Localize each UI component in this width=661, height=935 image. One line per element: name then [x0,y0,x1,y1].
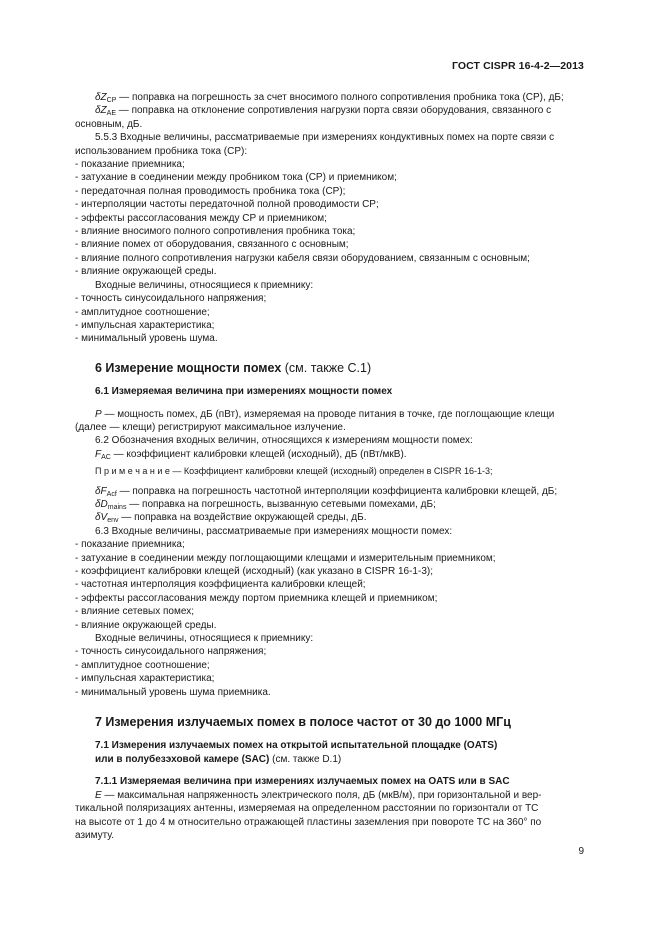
clause-7-1-1-heading: 7.1.1 Измеряемая величина при измерениях излучаемых помех на OATS или в SAC [95,776,510,788]
list-item: - затухание в соединении между пробником тока (CP) и приемником; [75,172,397,184]
subscript: env [107,517,119,525]
def-dzae-cont: основным, дБ. [75,118,143,130]
list-receiver-inputs [75,292,587,346]
list-item: - импульсная характеристика; [75,319,215,331]
def-dvenv [95,511,587,524]
clause-7-1-bold: или в полубезэховой камере (SAC) [95,753,270,765]
section-6-title: 6 Измерение мощности помех [95,360,282,375]
list-power-inputs [75,538,587,632]
receiver-inputs-intro: Входные величины, относящиеся к приемнику: [95,279,314,291]
subscript: mains [107,503,127,511]
list-item: - затухание в соединении между поглощающими клещами и измерительным приемником; [75,552,496,564]
clause-5-5-3-cont: использованием пробника тока (CP): [75,145,248,157]
symbol: δZ [95,105,107,117]
definition-text: — поправка на погрешность, вызванную сетевыми помехами, дБ; [126,498,436,510]
section-7-heading: 7 Измерения излучаемых помех в полосе частот от 30 до 1000 МГц [95,715,511,730]
definition-text: — коэффициент калибровки клещей (исходный), дБ (пВт/мкВ). [110,448,407,460]
def-p-cont: (далее — клещи) регистрируют максимальное излучение. [75,421,346,433]
list-item: - точность синусоидального напряжения; [75,293,267,305]
symbol: P [95,408,102,420]
clause-7-1-ref: (см. также D.1) [269,753,342,765]
def-dzae [95,104,587,117]
list-item: - влияние сетевых помех; [75,606,194,618]
list-item: - частотная интерполяция коэффициента калибровки клещей; [75,579,366,591]
list-item: - влияние окружающей среды. [75,619,217,631]
document-body [75,91,587,842]
list-item: - передаточная полная проводимость пробника тока (CP); [75,185,346,197]
section-6-heading [95,362,587,375]
def-e-line3: на высоте от 1 до 4 м относительно отражающей пластины заземления при повороте ТС на 360° по [75,816,542,828]
list-item: - минимальный уровень шума. [75,333,218,345]
list-item: - амплитудное соотношение; [75,659,210,671]
list-item: - влияние окружающей среды. [75,266,217,278]
list-cp-inputs [75,158,587,279]
clause-6-1-heading: 6.1 Измеряемая величина при измерениях мощности помех [95,386,393,398]
list-item: - точность синусоидального напряжения; [75,646,267,658]
list-receiver-inputs-2 [75,645,587,699]
clause-6-2: 6.2 Обозначения входных величин, относящихся к измерениям мощности помех: [95,435,473,447]
def-dfacf [95,485,587,498]
list-item: - показание приемника; [75,159,185,171]
list-item: - минимальный уровень шума приемника. [75,686,271,698]
definition-text: — мощность помех, дБ (пВт), измеряемая на проводе питания в точке, где поглощающие клещи [101,408,555,420]
clause-6-3: 6.3 Входные величины, рассматриваемые при измерениях мощности помех: [95,525,453,537]
clause-7-1-heading-cont [95,753,587,766]
document-code-header: ГОСТ CISPR 16-4-2—2013 [451,60,584,72]
note-label: П р и м е ч а н и е [95,466,170,477]
definition-text: — поправка на воздействие окружающей среды, дБ. [118,512,367,524]
subscript: AC [101,453,111,461]
def-p [95,408,587,421]
def-dzcp [95,91,587,104]
clause-5-5-3: 5.5.3 Входные величины, рассматриваемые при измерениях кондуктивных помех на порте связи с [95,132,555,144]
symbol: δD [95,498,108,510]
def-e-line2: тикальной поляризациях антенны, измеряемая на определенном расстоянии по горизонтали от ТС [75,803,539,815]
list-item: - влияние помех от оборудования, связанного с основным; [75,239,349,251]
symbol: δZ [95,92,107,103]
definition-text: — поправка на погрешность за счет вносимого полного сопротивления пробника тока (CP), дБ; [116,92,564,103]
clause-7-1-heading: 7.1 Измерения излучаемых помех на открытой испытательной площадке (OATS) [95,740,498,752]
list-item: - интерполяции частоты передаточной полной проводимости CP; [75,199,379,211]
list-item: - коэффициент калибровки клещей (исходный) (как указано в CISPR 16-1-3); [75,566,433,577]
page-number: 9 [578,846,584,857]
def-fac [95,448,587,461]
note [95,465,587,478]
def-ddmains [95,498,587,511]
list-item: - эффекты рассогласования между портом приемника клещей и приемником; [75,592,438,604]
symbol: δV [95,512,108,524]
symbol: δF [95,485,107,497]
definition-text: — поправка на погрешность частотной интерполяции коэффициента калибровки клещей, дБ; [116,485,558,497]
subscript: Acf [106,490,117,498]
definition-text: — поправка на отклонение сопротивления нагрузки порта связи оборудования, связанного с [116,105,552,117]
symbol: E [95,789,102,801]
receiver-inputs-intro: Входные величины, относящиеся к приемнику: [95,633,314,645]
note-text: — Коэффициент калибровки клещей (исходный) определен в CISPR 16-1-3; [169,466,493,477]
def-e [95,789,587,802]
def-e-line4: азимуту. [75,829,115,841]
subscript: CP [106,97,117,104]
list-item: - амплитудное соотношение; [75,306,210,318]
list-item: - влияние полного сопротивления нагрузки кабеля связи оборудованием, связанным с основным; [75,252,530,264]
symbol: F [95,448,102,460]
subscript: AE [106,110,117,118]
definition-text: — максимальная напряженность электрического поля, дБ (мкВ/м), при горизонтальной и вер- [101,789,542,801]
list-item: - влияние вносимого полного сопротивления пробника тока; [75,226,356,238]
list-item: - эффекты рассогласования между CP и приемником; [75,212,327,224]
list-item: - импульсная характеристика; [75,673,215,685]
list-item: - показание приемника; [75,539,185,551]
section-6-ref: (см. также С.1) [281,360,372,375]
